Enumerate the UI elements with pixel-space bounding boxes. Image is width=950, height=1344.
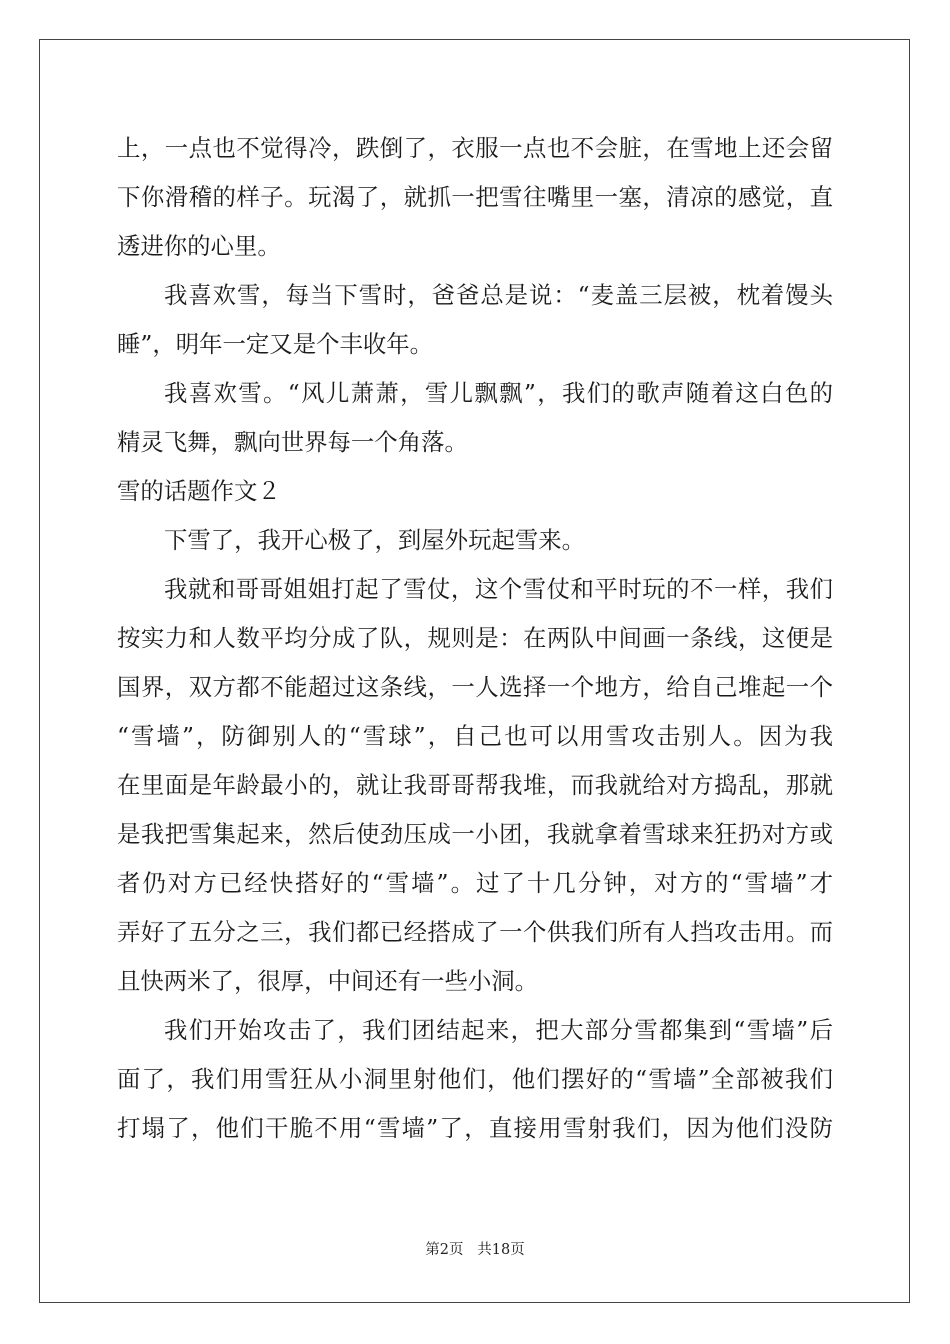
- paragraph: [117, 124, 833, 271]
- text-line: 我们开始攻击了，我们团结起来，把大部分雪都集到“雪墙”后: [164, 1016, 833, 1044]
- text-line: 面了，我们用雪狂从小洞里射他们，他们摆好的“雪墙”全部被我们: [117, 1065, 833, 1093]
- text-line: 我就和哥哥姐姐打起了雪仗，这个雪仗和平时玩的不一样，我们: [164, 575, 833, 603]
- text-line: 在里面是年龄最小的，就让我哥哥帮我堆，而我就给对方捣乱，那就: [117, 771, 833, 799]
- paragraph: [117, 565, 833, 1006]
- text-line: 下你滑稽的样子。玩渴了，就抓一把雪往嘴里一塞，清凉的感觉，直: [117, 183, 833, 211]
- text-line: 透进你的心里。: [117, 232, 281, 260]
- section-heading: 雪的话题作文２: [117, 477, 281, 505]
- text-line: 上，一点也不觉得冷，跌倒了，衣服一点也不会脏，在雪地上还会留: [117, 134, 833, 162]
- paragraph: [117, 1006, 833, 1153]
- page-total: 共18页: [477, 1242, 525, 1258]
- page-number: 第2页: [425, 1242, 464, 1258]
- text-line: 是我把雪集起来，然后使劲压成一小团，我就拿着雪球来狂扔对方或: [117, 820, 833, 848]
- paragraph: [117, 271, 833, 369]
- page-footer: [0, 1238, 950, 1259]
- text-line: 睡”，明年一定又是个丰收年。: [117, 330, 434, 358]
- text-line: 下雪了，我开心极了，到屋外玩起雪来。: [164, 526, 586, 554]
- text-line: 打塌了，他们干脆不用“雪墙”了，直接用雪射我们，因为他们没防: [117, 1114, 833, 1142]
- paragraph: [117, 369, 833, 467]
- text-line: 按实力和人数平均分成了队，规则是：在两队中间画一条线，这便是: [117, 624, 833, 652]
- document-body: [117, 124, 833, 1153]
- paragraph: [117, 516, 833, 565]
- text-line: 我喜欢雪。“风儿萧萧，雪儿飘飘”，我们的歌声随着这白色的: [164, 379, 833, 407]
- text-line: 且快两米了，很厚，中间还有一些小洞。: [117, 967, 539, 995]
- text-line: “雪墙”，防御别人的“雪球”，自己也可以用雪攻击别人。因为我: [117, 722, 833, 750]
- text-line: 我喜欢雪，每当下雪时，爸爸总是说：“麦盖三层被，枕着馒头: [164, 281, 833, 309]
- text-line: 国界，双方都不能超过这条线，一人选择一个地方，给自己堆起一个: [117, 673, 833, 701]
- text-line: 弄好了五分之三，我们都已经搭成了一个供我们所有人挡攻击用。而: [117, 918, 833, 946]
- text-line: 精灵飞舞，飘向世界每一个角落。: [117, 428, 468, 456]
- text-line: 者仍对方已经快搭好的“雪墙”。过了十几分钟，对方的“雪墙”才: [117, 869, 833, 897]
